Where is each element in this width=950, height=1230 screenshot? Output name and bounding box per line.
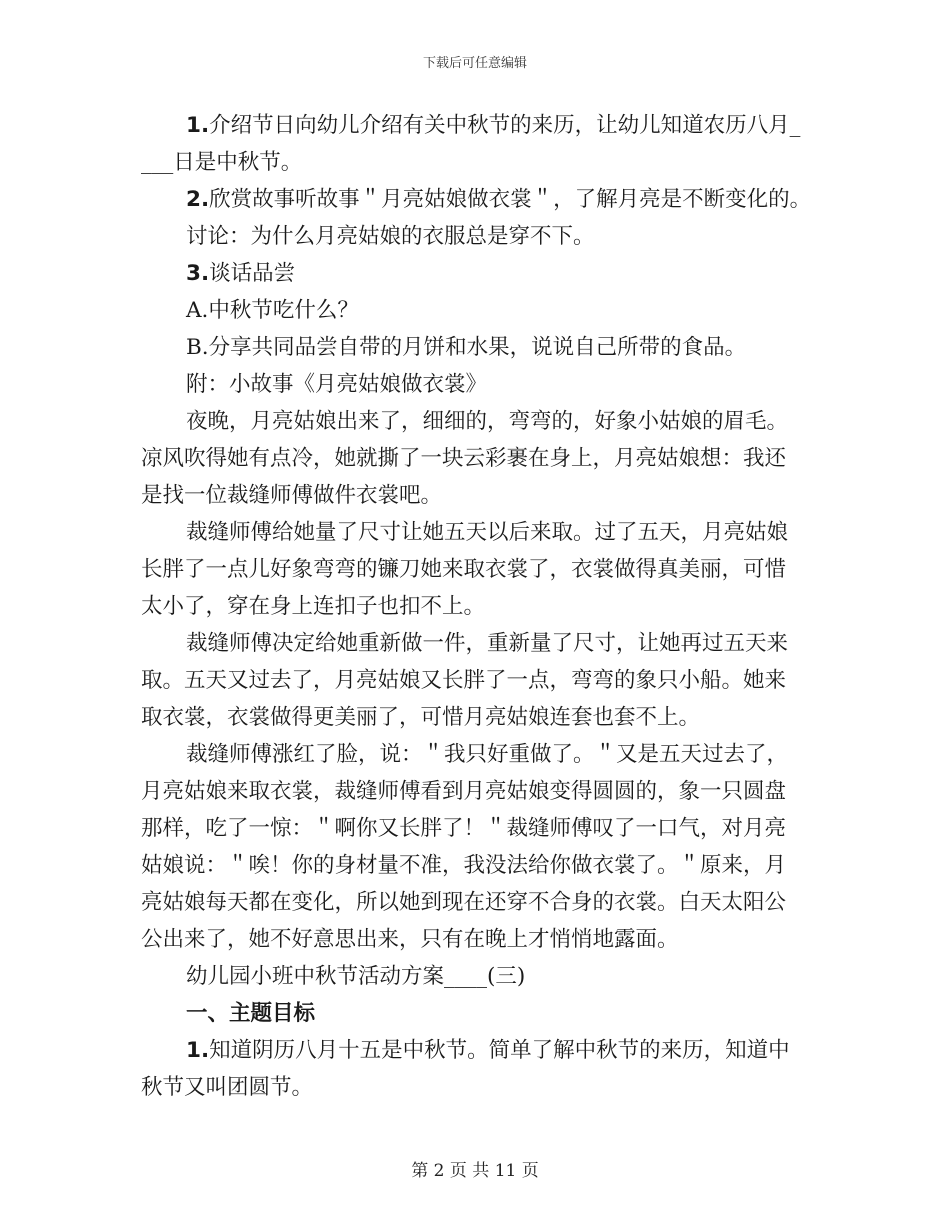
list-number: 1. xyxy=(186,113,210,138)
paragraph-line: 太小了，穿在身上连扣子也扣不上。 xyxy=(141,594,486,619)
paragraph-line: 取衣裳，衣裳做得更美丽了，可惜月亮姑娘连套也套不上。 xyxy=(141,705,701,730)
paragraph-line: 姑娘说：＂唉！你的身材量不准，我没法给你做衣裳了。＂原来，月 xyxy=(141,853,787,878)
document-body xyxy=(141,107,811,1106)
paragraph-line: 裁缝师傅给她量了尺寸让她五天以后来取。过了五天，月亮姑娘 xyxy=(186,520,789,545)
paragraph-line: 亮姑娘每天都在变化，所以她到现在还穿不合身的衣裳。白天太阳公 xyxy=(141,890,787,915)
page-footer: 第 2 页 共 11 页 xyxy=(411,1161,539,1181)
paragraph-line: 裁缝师傅决定给她重新做一件，重新量了尺寸，让她再过五天来 xyxy=(186,631,789,656)
paragraph-line: 是找一位裁缝师傅做件衣裳吧。 xyxy=(141,483,443,508)
paragraph-line: 月亮姑娘来取衣裳，裁缝师傅看到月亮姑娘变得圆圆的，象一只圆盘 xyxy=(141,779,787,804)
page-header: 下载后可任意编辑 xyxy=(422,56,527,71)
paragraph-line: A.中秋节吃什么？ xyxy=(186,298,359,323)
paragraph-line: ___日是中秋节。 xyxy=(141,150,303,175)
section-title: 幼儿园小班中秋节活动方案____(三) xyxy=(186,964,526,989)
paragraph-line: 讨论：为什么月亮姑娘的衣服总是穿不下。 xyxy=(186,224,595,249)
paragraph-line: 2.欣赏故事听故事＂月亮姑娘做衣裳＂，了解月亮是不断变化的。 xyxy=(186,187,812,212)
list-number: 3. xyxy=(186,261,210,286)
paragraph-line: 公出来了，她不好意思出来，只有在晚上才悄悄地露面。 xyxy=(141,927,679,952)
paragraph-line: 1.知道阴历八月十五是中秋节。简单了解中秋节的来历，知道中 xyxy=(186,1038,790,1063)
paragraph-line: 凉风吹得她有点冷，她就撕了一块云彩裹在身上，月亮姑娘想：我还 xyxy=(141,446,787,471)
paragraph-line: 取。五天又过去了，月亮姑娘又长胖了一点，弯弯的象只小船。她来 xyxy=(141,668,787,693)
paragraph-line: 夜晚，月亮姑娘出来了，细细的，弯弯的，好象小姑娘的眉毛。 xyxy=(186,409,789,434)
paragraph-line: B.分享共同品尝自带的月饼和水果，说说自己所带的食品。 xyxy=(186,335,747,360)
paragraph-line: 附：小故事《月亮姑娘做衣裳》 xyxy=(186,372,488,397)
paragraph-line: 1.介绍节日向幼儿介绍有关中秋节的来历，让幼儿知道农历八月_ xyxy=(186,113,801,138)
paragraph-line: 那样，吃了一惊：＂啊你又长胖了！＂裁缝师傅叹了一口气，对月亮 xyxy=(141,816,787,841)
section-heading: 一、主题目标 xyxy=(186,1001,316,1026)
list-number: 2. xyxy=(186,187,210,212)
paragraph-line: 秋节又叫团圆节。 xyxy=(141,1075,314,1100)
paragraph-line: 3.谈话品尝 xyxy=(186,261,296,286)
paragraph-line: 裁缝师傅涨红了脸，说：＂我只好重做了。＂又是五天过去了， xyxy=(186,742,789,767)
list-number: 1. xyxy=(186,1038,210,1063)
paragraph-line: 长胖了一点儿好象弯弯的镰刀她来取衣裳了，衣裳做得真美丽，可惜 xyxy=(141,557,787,582)
